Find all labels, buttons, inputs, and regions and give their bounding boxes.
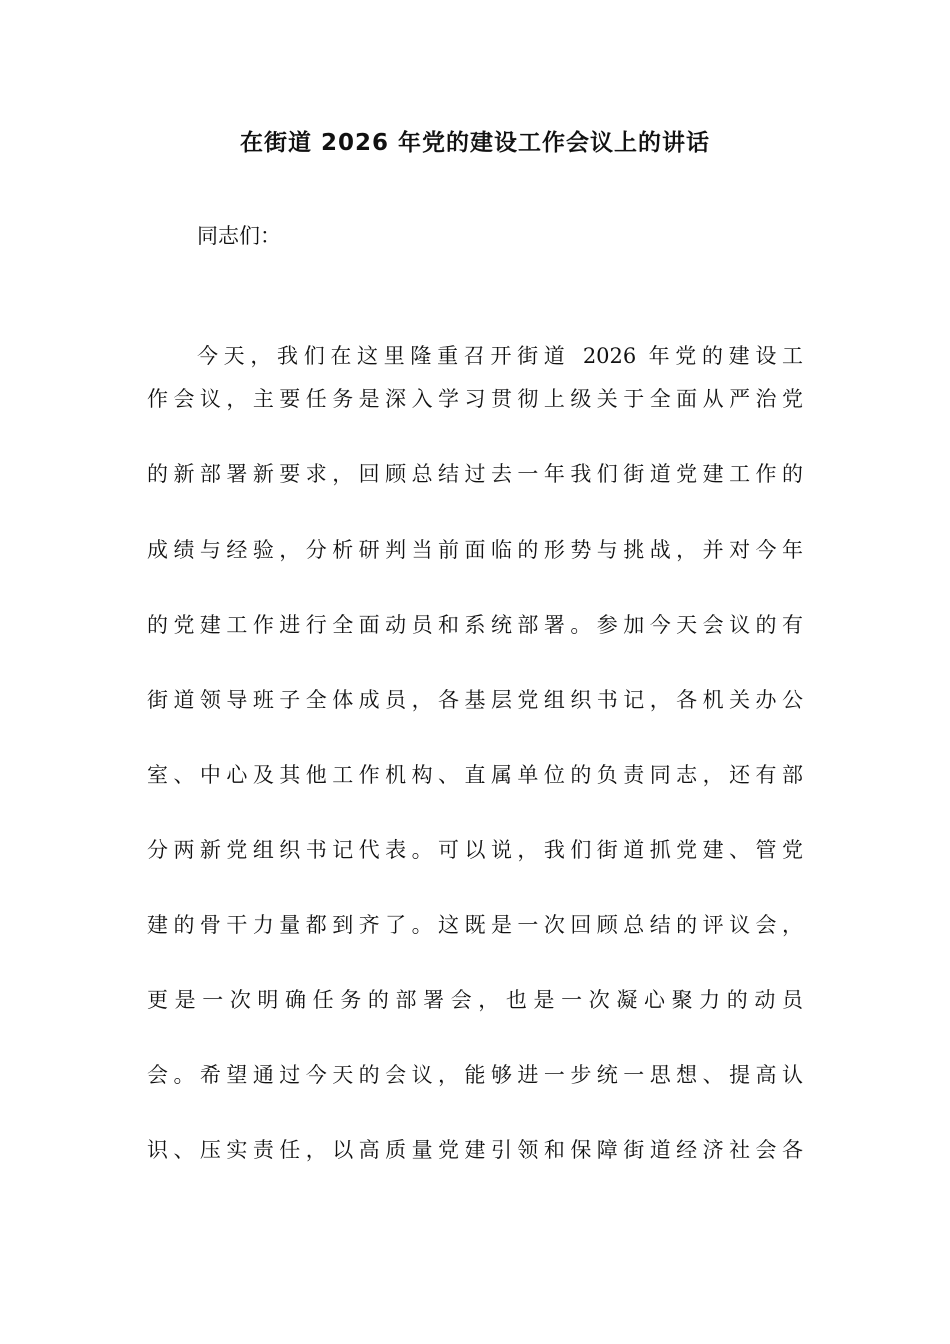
paragraph-line: 的新部署新要求，回顾总结过去一年我们街道党建工作的 xyxy=(147,462,803,486)
greeting: 同志们： xyxy=(197,224,281,248)
document-title: 在街道 2026 年党的建设工作会议上的讲话 xyxy=(239,130,711,156)
paragraph-line: 成绩与经验，分析研判当前面临的形势与挑战，并对今年 xyxy=(147,538,803,562)
paragraph-line: 识、压实责任，以高质量党建引领和保障街道经济社会各 xyxy=(147,1138,803,1162)
paragraph-line: 会。希望通过今天的会议，能够进一步统一思想、提高认 xyxy=(147,1063,803,1087)
paragraph-line: 室、中心及其他工作机构、直属单位的负责同志，还有部 xyxy=(147,763,803,787)
paragraph-line: 今天，我们在这里隆重召开街道 2026 年党的建设工 xyxy=(197,344,803,368)
paragraph-line: 的党建工作进行全面动员和系统部署。参加今天会议的有 xyxy=(147,613,803,637)
paragraph-line: 建的骨干力量都到齐了。这既是一次回顾总结的评议会， xyxy=(147,913,803,937)
paragraph-line: 分两新党组织书记代表。可以说，我们街道抓党建、管党 xyxy=(147,838,803,862)
paragraph-line: 更是一次明确任务的部署会，也是一次凝心聚力的动员 xyxy=(147,988,803,1012)
paragraph-line: 作会议，主要任务是深入学习贯彻上级关于全面从严治党 xyxy=(147,387,803,411)
paragraph-line: 街道领导班子全体成员，各基层党组织书记，各机关办公 xyxy=(147,688,803,712)
